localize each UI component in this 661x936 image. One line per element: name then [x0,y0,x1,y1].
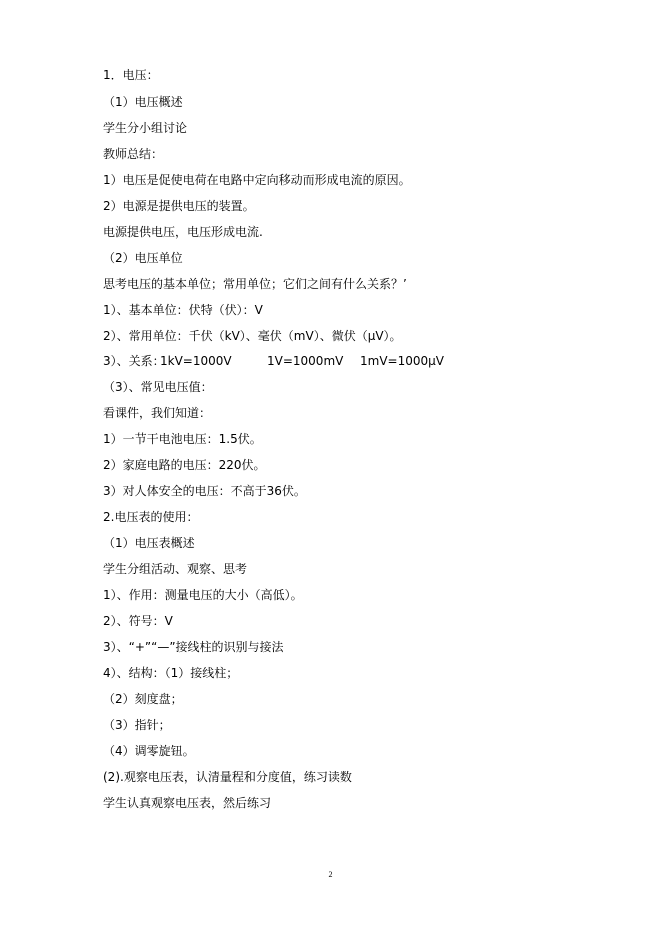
text-line: （1）电压概述 [103,95,183,109]
text-line: 3）、“+”“—”接线柱的识别与接法 [103,640,284,654]
text-line: 1）一节干电池电压：1.5伏。 [103,432,262,446]
text-line: 4）、结构：（1）接线柱； [103,666,239,680]
text-line: （3）指针； [103,718,171,732]
relation-mv: 1mV=1000μV [360,354,444,368]
text-line: （3）、常见电压值： [103,380,213,394]
text-line: 思考电压的基本单位；常用单位；它们之间有什么关系？’ [103,277,407,291]
relation-v: 1V=1000mV [267,354,344,368]
relation-label: 3）、关系： [103,354,165,368]
text-line: 2）、符号：V [103,614,173,628]
text-line: 学生认真观察电压表，然后练习 [103,796,272,810]
text-line: 电源提供电压，电压形成电流. [103,225,263,239]
text-line: 1）、基本单位：伏特（伏）：V [103,303,263,317]
text-line: 2）电源是提供电压的装置。 [103,199,255,213]
text-line: 学生分组活动、观察、思考 [103,562,248,576]
text-line: 1．电压： [103,68,159,82]
text-line: 2.电压表的使用： [103,510,199,524]
relation-kv: 1kV=1000V [160,354,232,368]
page-number: 2 [328,870,333,879]
text-line: （4）调零旋钮。 [103,744,195,758]
text-line: 3）对人体安全的电压：不高于36伏。 [103,484,306,498]
text-line: 学生分小组讨论 [103,121,188,135]
text-line: 教师总结： [103,147,164,161]
text-line: (2).观察电压表，认清量程和分度值，练习读数 [103,770,352,784]
text-line: 1）电压是促使电荷在电路中定向移动而形成电流的原因。 [103,173,411,187]
text-line: （2）电压单位 [103,251,183,265]
text-line: 看课件，我们知道： [103,406,212,420]
text-line: 1）、作用：测量电压的大小（高低）。 [103,588,303,602]
text-line: （2）刻度盘； [103,692,183,706]
text-line: （1）电压表概述 [103,536,195,550]
text-line: 2）家庭电路的电压：220伏。 [103,458,266,472]
text-line: 2）、常用单位：千伏（kV）、毫伏（mV）、微伏（μV）。 [103,329,402,343]
